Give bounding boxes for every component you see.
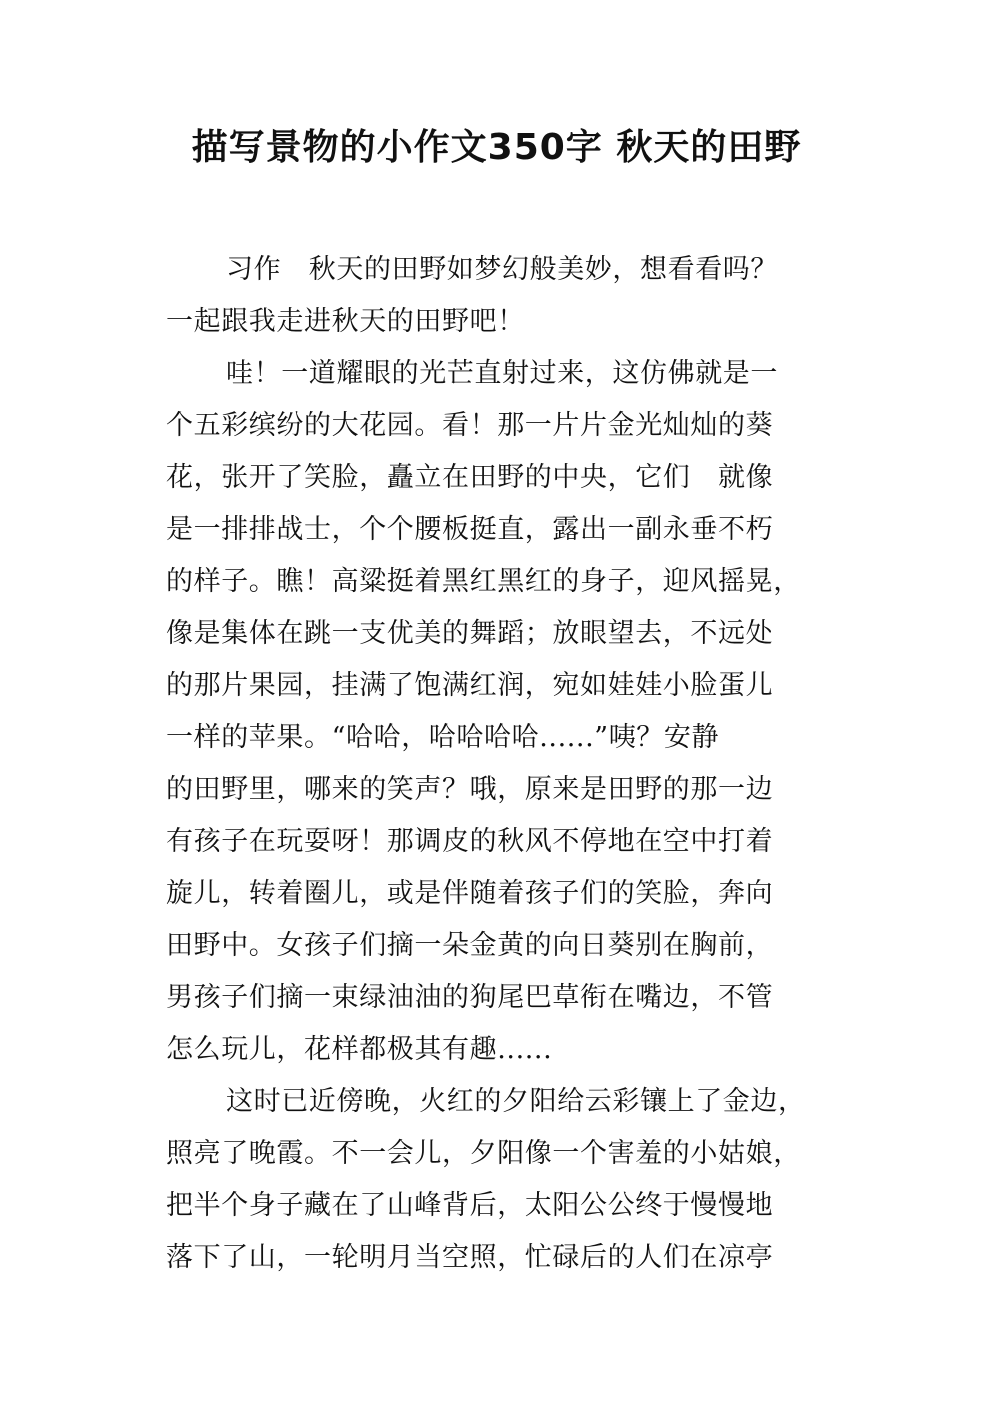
paragraph-line: 习作 秋天的田野如梦幻般美妙，想看看吗？ [226,254,778,285]
paragraph-line: 照亮了晚霞。不一会儿，夕阳像一个害羞的小姑娘， [166,1138,801,1169]
paragraph-line: 有孩子在玩耍呀！那调皮的秋风不停地在空中打着 [166,826,774,857]
paragraph-line: 的田野里，哪来的笑声？哦，原来是田野的那一边 [166,774,774,805]
paragraph-line: 个五彩缤纷的大花园。看！那一片片金光灿灿的葵 [166,410,774,441]
paragraph-line: 旋儿，转着圈儿，或是伴随着孩子们的笑脸，奔向 [166,878,774,909]
paragraph-line: 一起跟我走进秋天的田野吧！ [166,306,525,337]
paragraph-line: 像是集体在跳一支优美的舞蹈；放眼望去，不远处 [166,618,774,649]
paragraph-line: 哇！一道耀眼的光芒直射过来，这仿佛就是一 [226,358,778,389]
paragraph-line: 把半个身子藏在了山峰背后，太阳公公终于慢慢地 [166,1190,774,1221]
paragraph-line: 花，张开了笑脸，矗立在田野的中央，它们 就像 [166,462,774,493]
paragraph-line: 田野中。女孩子们摘一朵金黄的向日葵别在胸前， [166,930,774,961]
paragraph-line: 男孩子们摘一束绿油油的狗尾巴草衔在嘴边，不管 [166,982,774,1013]
paragraph-line: 一样的苹果。“哈哈，哈哈哈哈......”咦？安静 [166,722,720,753]
paragraph-line: 落下了山，一轮明月当空照，忙碌后的人们在凉亭 [166,1242,774,1273]
document-title: 描写景物的小作文350字 秋天的田野 [191,127,802,168]
paragraph-line: 这时已近傍晚，火红的夕阳给云彩镶上了金边， [226,1086,806,1117]
paragraph-line: 怎么玩儿，花样都极其有趣...... [166,1034,553,1065]
paragraph-line: 的那片果园，挂满了饱满红润，宛如娃娃小脸蛋儿 [166,670,774,701]
paragraph-line: 的样子。瞧！高粱挺着黑红黑红的身子，迎风摇晃， [166,566,801,597]
paragraph-line: 是一排排战士，个个腰板挺直，露出一副永垂不朽 [166,514,774,545]
